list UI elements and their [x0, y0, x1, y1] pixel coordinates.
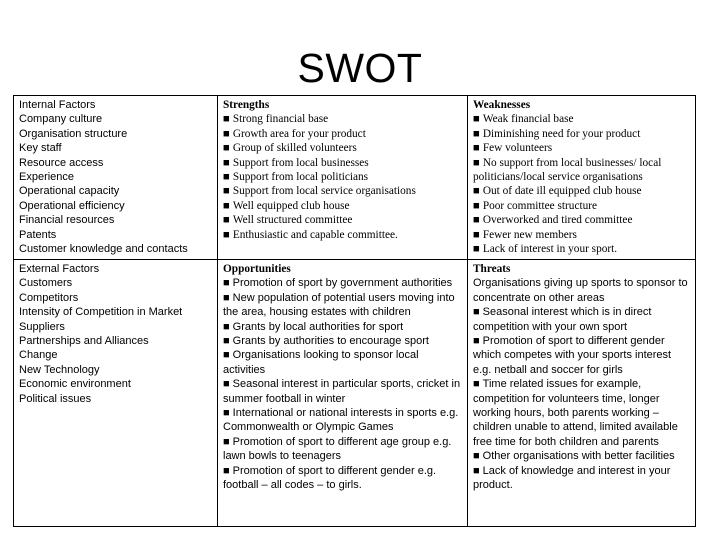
bullet-icon: ■: [223, 142, 230, 155]
internal-factor-item: Operational efficiency: [19, 199, 125, 212]
weakness-item: ■ Poor committee structure: [473, 199, 598, 212]
external-factor-item: Economic environment: [19, 378, 131, 391]
bullet-icon: ■: [223, 228, 230, 241]
threat-item: ■ Promotion of sport to different gender which competes with your sports interest e.g. netball and soccer for girls: [473, 335, 672, 376]
strength-item: ■ Growth area for your product: [223, 127, 366, 140]
bullet-icon: ■: [223, 171, 230, 184]
bullet-icon: ■: [223, 113, 230, 126]
external-factor-item: Political issues: [19, 392, 92, 405]
bullet-icon: ■: [473, 199, 480, 212]
threat-item: ■ Other organisations with better facilities: [473, 450, 675, 463]
bullet-icon: ■: [223, 185, 230, 198]
bullet-icon: ■: [223, 378, 230, 391]
opportunities-cell: [218, 260, 468, 527]
internal-factor-item: Key staff: [19, 142, 62, 155]
threat-item: ■ Seasonal interest which is in direct competition with your own sport: [473, 306, 652, 333]
bullet-icon: ■: [473, 450, 480, 463]
internal-factor-item: Financial resources: [19, 214, 115, 227]
table-row: [14, 260, 696, 527]
strength-item: ■ Group of skilled volunteers: [223, 142, 357, 155]
weakness-item: ■ Weak financial base: [473, 113, 574, 126]
swot-table: [13, 95, 696, 527]
strength-item: ■ Strong financial base: [223, 113, 329, 126]
threats-cell: [468, 260, 696, 527]
bullet-icon: ■: [223, 127, 230, 140]
bullet-icon: ■: [223, 156, 230, 169]
opportunity-item: ■ Grants by authorities to encourage sport: [223, 335, 429, 348]
strengths-heading: Strengths: [223, 99, 270, 111]
bullet-icon: ■: [223, 214, 230, 227]
weaknesses-cell: [468, 96, 696, 260]
bullet-icon: ■: [223, 199, 230, 212]
bullet-icon: ■: [473, 335, 480, 348]
strength-item: ■ Support from local politicians: [223, 171, 369, 184]
bullet-icon: ■: [473, 243, 480, 256]
threat-item: ■ Lack of knowledge and interest in your product.: [473, 464, 671, 492]
external-factor-item: Partnerships and Alliances: [19, 335, 149, 348]
opportunity-item: ■ Grants by local authorities for sport: [223, 320, 404, 333]
external-factor-item: Competitors: [19, 291, 79, 304]
internal-factor-item: Internal Factors: [19, 99, 96, 111]
opportunities-heading: Opportunities: [223, 263, 291, 275]
bullet-icon: ■: [223, 335, 230, 348]
opportunity-item: ■ Promotion of sport to different gender e.g. football – all codes – to girls.: [223, 464, 437, 492]
weakness-item: ■ Fewer new members: [473, 228, 577, 241]
table-row: [14, 96, 696, 260]
bullet-icon: ■: [223, 320, 230, 333]
external-factor-item: Change: [19, 349, 58, 362]
bullet-icon: ■: [473, 464, 480, 477]
opportunity-item: ■ Organisations looking to sponsor local activities: [223, 349, 419, 376]
strength-item: ■ Support from local service organisations: [223, 185, 416, 198]
external-factor-item: Suppliers: [19, 320, 65, 333]
bullet-icon: ■: [223, 435, 230, 448]
page-title: SWOT: [297, 45, 423, 91]
strengths-cell: [218, 96, 468, 260]
threats-intro: Organisations giving up sports to sponsor to concentrate on other areas: [473, 277, 688, 304]
external-factor-item: New Technology: [19, 363, 100, 376]
bullet-icon: ■: [223, 349, 230, 362]
internal-factor-item: Company culture: [19, 113, 103, 126]
bullet-icon: ■: [223, 277, 230, 290]
internal-factor-item: Organisation structure: [19, 127, 128, 140]
external-factor-item: Customers: [19, 277, 73, 290]
bullet-icon: ■: [223, 291, 230, 304]
bullet-icon: ■: [473, 228, 480, 241]
weakness-item: ■ Diminishing need for your product: [473, 127, 641, 140]
bullet-icon: ■: [223, 464, 230, 477]
bullet-icon: ■: [473, 306, 480, 319]
weaknesses-heading: Weaknesses: [473, 99, 531, 111]
weakness-item: ■ Few volunteers: [473, 142, 553, 155]
strength-item: ■ Enthusiastic and capable committee.: [223, 228, 398, 241]
weakness-item: ■ No support from local businesses/ local politicians/local service organisations: [473, 156, 662, 184]
weakness-item: ■ Out of date ill equipped club house: [473, 185, 642, 198]
bullet-icon: ■: [473, 113, 480, 126]
bullet-icon: ■: [473, 214, 480, 227]
bullet-icon: ■: [473, 185, 480, 198]
internal-factors-cell: [14, 96, 218, 260]
opportunity-item: ■ Promotion of sport by government authorities: [223, 277, 453, 290]
bullet-icon: ■: [473, 156, 480, 169]
weakness-item: ■ Lack of interest in your sport.: [473, 243, 618, 256]
opportunity-item: ■ New population of potential users moving into the area, housing estates with children: [223, 291, 455, 319]
bullet-icon: ■: [223, 407, 230, 420]
bullet-icon: ■: [473, 378, 480, 391]
external-factor-item: Intensity of Competition in Market: [19, 306, 183, 319]
bullet-icon: ■: [473, 127, 480, 140]
internal-factor-item: Patents: [19, 228, 57, 241]
opportunity-item: ■ Seasonal interest in particular sports, cricket in summer football in winter: [223, 378, 461, 405]
weakness-item: ■ Overworked and tired committee: [473, 214, 633, 227]
threats-heading: Threats: [473, 263, 511, 275]
opportunity-item: ■ International or national interests in sports e.g. Commonwealth or Olympic Games: [223, 407, 459, 434]
external-factors-cell: [14, 260, 218, 527]
strength-item: ■ Well structured committee: [223, 214, 353, 227]
internal-factor-item: Customer knowledge and contacts: [19, 243, 188, 256]
internal-factor-item: Experience: [19, 171, 75, 184]
opportunity-item: ■ Promotion of sport to different age group e.g. lawn bowls to teenagers: [223, 435, 452, 463]
internal-factor-item: Operational capacity: [19, 185, 120, 198]
threat-item: ■ Time related issues for example, competition for volunteers time, longer working hours, both parents working – children unable to attend, limited available free time for both children and parents: [473, 378, 678, 448]
strength-item: ■ Support from local businesses: [223, 156, 369, 169]
external-factor-item: External Factors: [19, 263, 100, 275]
strength-item: ■ Well equipped club house: [223, 199, 350, 212]
internal-factor-item: Resource access: [19, 156, 104, 169]
bullet-icon: ■: [473, 142, 480, 155]
